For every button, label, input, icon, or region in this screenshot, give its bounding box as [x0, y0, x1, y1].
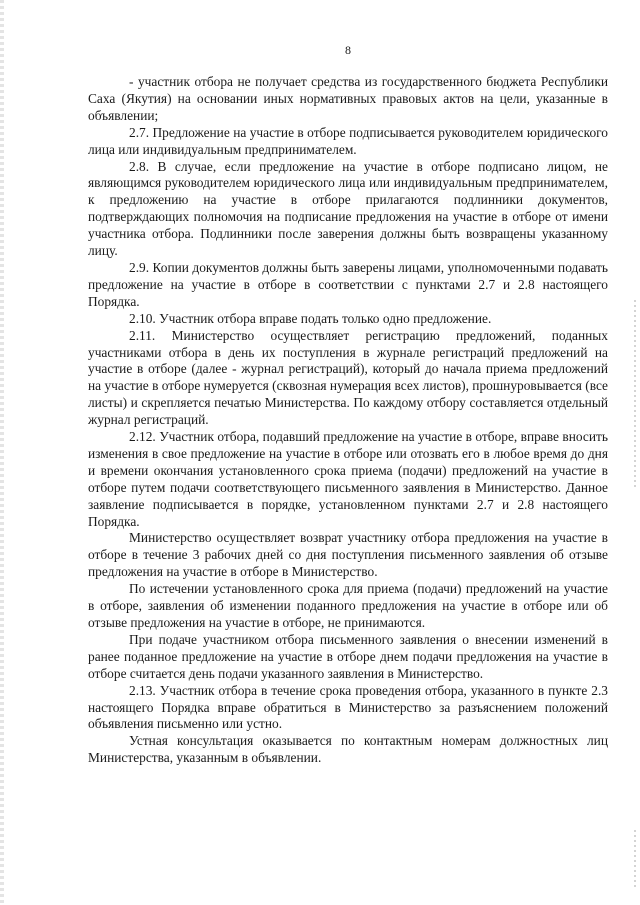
page-number: 8	[345, 43, 351, 57]
paragraph-2-12: 2.12. Участник отбора, подавший предложение на участие в отборе, вправе вносить изменения в свое предложение на участие в отборе или отозвать его в любое время до дня и времени окончания установленного срока приема (подачи) предложений на участие в отборе путем подачи соответствующего письменного заявления в Министерство. Данное заявление подписывается в порядке, установленном пунктами 2.7 и 2.8 настоящего Порядка.	[88, 429, 608, 529]
scan-mark-right-upper	[634, 300, 636, 490]
paragraph-change-submission: При подаче участником отбора письменного заявления о внесении изменений в ранее поданное предложение на участие в отборе днем подачи предложения на участие в отборе считается день подачи указанного заявления в Министерство.	[88, 631, 608, 681]
scan-edge-left	[0, 0, 4, 905]
paragraph-2-8: 2.8. В случае, если предложение на участие в отборе подписано лицом, не являющимся руководителем юридического лица или индивидуальным предпринимателем, к предложению на участие в отборе прилагаются подлинники документов, подтверждающих полномочия на подписание предложения на участие в отборе от имени участника отбора. Подлинники после заверения должны быть возвращены указанному лицу.	[88, 158, 608, 259]
paragraph-2-7: 2.7. Предложение на участие в отборе подписывается руководителем юридического лица или индивидуальным предпринимателем.	[88, 124, 608, 157]
paragraph-2-13: 2.13. Участник отбора в течение срока проведения отбора, указанного в пункте 2.3 настоящего Порядка вправе обратиться в Министерство за разъяснением положений объявления письменно или устно.	[88, 682, 608, 732]
paragraph-2-9: 2.9. Копии документов должны быть заверены лицами, уполномоченными подавать предложение на участие в отборе в соответствии с пунктами 2.7 и 2.8 настоящего Порядка.	[88, 259, 608, 309]
paragraph-deadline: По истечении установленного срока для приема (подачи) предложений на участие в отборе, заявления об изменении поданного предложения на участие в отборе или об отзыве предложения на участие в отборе, не принимаются.	[88, 581, 608, 630]
paragraph-2-10: 2.10. Участник отбора вправе подать только одно предложение.	[129, 310, 492, 326]
scan-mark-right-lower	[634, 830, 636, 890]
document-page	[88, 42, 608, 767]
paragraph-condition-budget: - участник отбора не получает средства из государственного бюджета Республики Саха (Якутия) на основании иных нормативных правовых актов на цели, указанные в объявлении;	[88, 74, 608, 123]
paragraph-2-11: 2.11. Министерство осуществляет регистрацию предложений, поданных участниками отбора в день их поступления в журнале регистраций предложений на участие в отборе (далее - журнал регистраций), который до начала приема предложений на участие в отборе нумеруется (сквозная нумерация всех листов), прошнуровывается (все листы) и скрепляется печатью Министерства. По каждому отбору составляется отдельный журнал регистраций.	[88, 327, 608, 428]
paragraph-return-proposal: Министерство осуществляет возврат участнику отбора предложения на участие в отборе в течение 3 рабочих дней со дня поступления письменного заявления об отзыве предложения на участие в отборе в Министерство.	[88, 530, 608, 580]
paragraph-consultation: Устная консультация оказывается по контактным номерам должностных лиц Министерства, указанным в объявлении.	[88, 733, 608, 766]
